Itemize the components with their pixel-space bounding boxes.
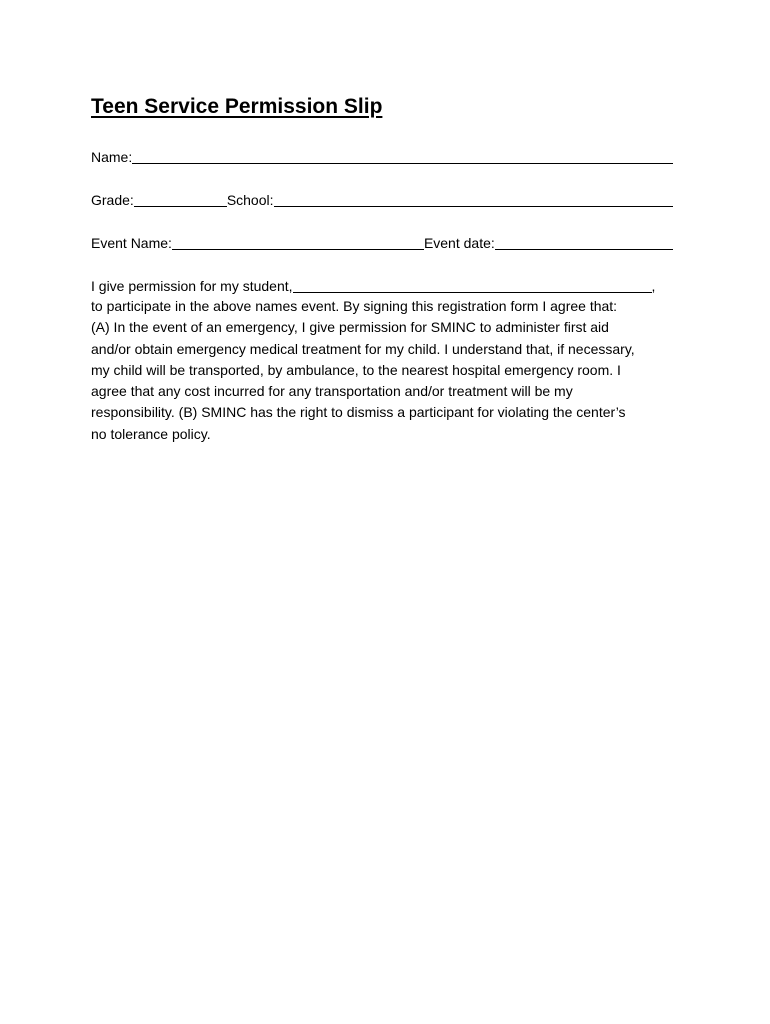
grade-label: Grade: <box>91 192 134 209</box>
student-name-blank-line[interactable] <box>293 277 652 293</box>
terms-line: no tolerance policy. <box>91 425 211 442</box>
terms-line: and/or obtain emergency medical treatment for my child. I understand that, if necessary, <box>91 340 635 357</box>
event-name-blank-line[interactable] <box>172 234 424 250</box>
event-date-blank-line[interactable] <box>495 234 673 250</box>
terms-line: my child will be transported, by ambulance, to the nearest hospital emergency room. I <box>91 361 621 378</box>
event-date-label: Event date: <box>423 235 495 252</box>
terms-line: to participate in the above names event. By signing this registration form I agree that: <box>91 298 618 314</box>
form-title: Teen Service Permission Slip <box>91 95 383 118</box>
permission-intro-comma: , <box>651 278 656 295</box>
school-label: School: <box>226 192 274 209</box>
event-field-row <box>91 234 673 252</box>
student-permission-row <box>91 277 673 295</box>
permission-terms-paragraph <box>91 296 691 445</box>
event-name-label: Event Name: <box>91 235 172 252</box>
permission-intro-text: I give permission for my student, <box>91 278 293 295</box>
terms-line: (A) In the event of an emergency, I give permission for SMINC to administer first aid <box>91 319 609 336</box>
terms-line: agree that any cost incurred for any transportation and/or treatment will be my <box>91 383 573 400</box>
name-label: Name: <box>91 149 133 166</box>
name-field-row <box>91 148 673 166</box>
grade-school-field-row <box>91 191 673 209</box>
school-blank-line[interactable] <box>274 191 673 207</box>
terms-line: responsibility. (B) SMINC has the right to dismiss a participant for violating the center’s <box>91 404 626 421</box>
grade-blank-line[interactable] <box>134 191 227 207</box>
name-blank-line[interactable] <box>132 148 673 164</box>
